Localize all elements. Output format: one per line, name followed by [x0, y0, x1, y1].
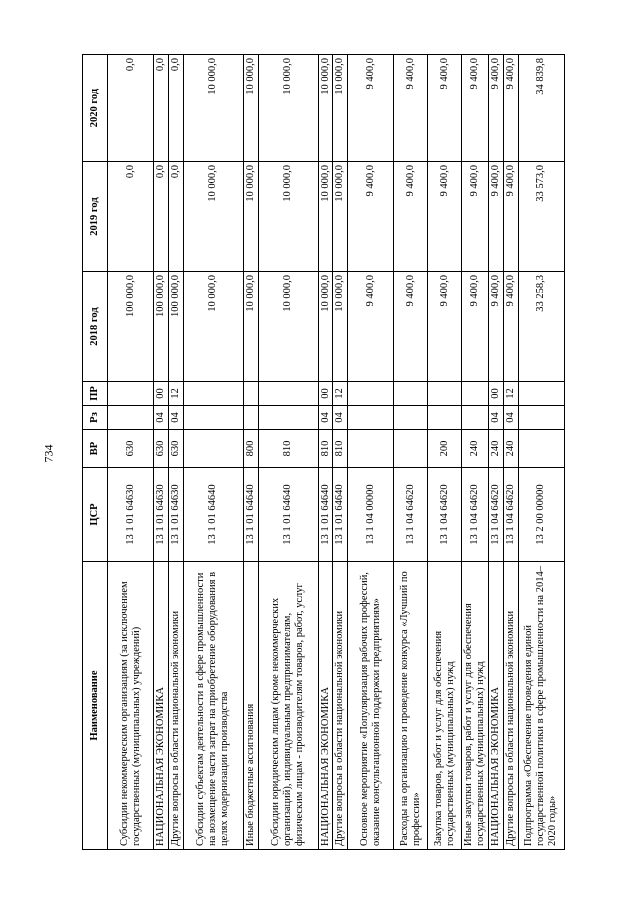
cell-csr: 13 2 00 00000	[518, 468, 564, 562]
cell-y2018: 9 400,0	[462, 272, 489, 382]
cell-y2020: 9 400,0	[428, 55, 462, 162]
cell-pr	[348, 382, 394, 406]
cell-rz: 04	[489, 406, 504, 430]
cell-rz: 04	[168, 406, 183, 430]
cell-y2019: 9 400,0	[503, 162, 518, 272]
cell-vr: 810	[333, 430, 348, 468]
rotated-table-inner	[82, 55, 589, 850]
table-row	[462, 55, 489, 850]
cell-rz	[243, 406, 258, 430]
cell-y2020: 10 000,0	[258, 55, 318, 162]
cell-y2020: 0,0	[108, 55, 154, 162]
cell-csr: 13 1 01 64640	[333, 468, 348, 562]
cell-y2018: 9 400,0	[489, 272, 504, 382]
table-row	[258, 55, 318, 850]
cell-y2020: 34 839,8	[518, 55, 564, 162]
cell-vr: 200	[428, 430, 462, 468]
cell-vr	[518, 430, 564, 468]
cell-pr	[518, 382, 564, 406]
cell-name: Другие вопросы в области национальной экономики	[333, 562, 348, 850]
cell-name: Расходы на организацию и проведение конкурса «Лучший по профессии»	[394, 562, 428, 850]
cell-rz	[258, 406, 318, 430]
cell-pr: 00	[489, 382, 504, 406]
cell-y2019: 10 000,0	[258, 162, 318, 272]
cell-vr: 630	[168, 430, 183, 468]
table-row	[108, 55, 154, 850]
cell-y2018: 10 000,0	[258, 272, 318, 382]
cell-pr	[108, 382, 154, 406]
cell-y2018: 9 400,0	[394, 272, 428, 382]
cell-vr: 800	[243, 430, 258, 468]
cell-y2019: 9 400,0	[428, 162, 462, 272]
cell-name: Субсидии субъектам деятельности в сфере промышленности на возмещение части затрат на приобретение оборудования в целях модернизации производства	[183, 562, 243, 850]
cell-y2019: 0,0	[108, 162, 154, 272]
cell-y2018: 10 000,0	[333, 272, 348, 382]
cell-y2019: 10 000,0	[318, 162, 333, 272]
cell-name: НАЦИОНАЛЬНАЯ ЭКОНОМИКА	[318, 562, 333, 850]
cell-name: НАЦИОНАЛЬНАЯ ЭКОНОМИКА	[489, 562, 504, 850]
cell-name: Иные бюджетные ассигнования	[243, 562, 258, 850]
table-row	[318, 55, 333, 850]
cell-pr	[394, 382, 428, 406]
cell-csr: 13 1 01 64640	[318, 468, 333, 562]
page-number: 734	[41, 444, 56, 462]
cell-csr: 13 1 01 64630	[168, 468, 183, 562]
cell-y2018: 100 000,0	[168, 272, 183, 382]
table-body	[108, 55, 565, 850]
cell-name: Другие вопросы в области национальной экономики	[168, 562, 183, 850]
cell-csr: 13 1 04 00000	[348, 468, 394, 562]
cell-y2018: 9 400,0	[503, 272, 518, 382]
cell-name: НАЦИОНАЛЬНАЯ ЭКОНОМИКА	[154, 562, 169, 850]
cell-y2018: 100 000,0	[154, 272, 169, 382]
cell-y2018: 9 400,0	[348, 272, 394, 382]
header-2020: 2020 год	[83, 55, 108, 162]
cell-csr: 13 1 01 64630	[108, 468, 154, 562]
cell-y2019: 10 000,0	[243, 162, 258, 272]
cell-name: Закупка товаров, работ и услуг для обеспечения государственных (муниципальных) нужд	[428, 562, 462, 850]
cell-csr: 13 1 01 64630	[154, 468, 169, 562]
cell-y2020: 9 400,0	[348, 55, 394, 162]
cell-y2020: 9 400,0	[503, 55, 518, 162]
cell-pr	[462, 382, 489, 406]
cell-rz	[348, 406, 394, 430]
header-rz: Рз	[83, 406, 108, 430]
header-csr: ЦСР	[83, 468, 108, 562]
table-row	[168, 55, 183, 850]
cell-vr: 630	[154, 430, 169, 468]
cell-y2018: 10 000,0	[183, 272, 243, 382]
cell-y2020: 0,0	[154, 55, 169, 162]
cell-csr: 13 1 04 64620	[489, 468, 504, 562]
cell-y2019: 10 000,0	[183, 162, 243, 272]
cell-name: Основное мероприятие «Популяризация рабочих профессий, оказание консультационной поддержки предприятиям»	[348, 562, 394, 850]
table-row	[333, 55, 348, 850]
cell-y2018: 10 000,0	[318, 272, 333, 382]
cell-csr: 13 1 04 64620	[394, 468, 428, 562]
cell-vr: 240	[503, 430, 518, 468]
cell-rz	[183, 406, 243, 430]
cell-pr: 12	[503, 382, 518, 406]
cell-pr	[243, 382, 258, 406]
cell-pr: 00	[318, 382, 333, 406]
cell-pr: 00	[154, 382, 169, 406]
table-row	[489, 55, 504, 850]
cell-y2020: 0,0	[168, 55, 183, 162]
cell-y2019: 9 400,0	[394, 162, 428, 272]
cell-name: Другие вопросы в области национальной экономики	[503, 562, 518, 850]
cell-pr	[428, 382, 462, 406]
cell-y2019: 0,0	[168, 162, 183, 272]
cell-name: Иные закупки товаров, работ и услуг для обеспечения государственных (муниципальных) нужд	[462, 562, 489, 850]
cell-y2019: 0,0	[154, 162, 169, 272]
cell-y2018: 100 000,0	[108, 272, 154, 382]
table-row	[183, 55, 243, 850]
cell-y2018: 33 258,3	[518, 272, 564, 382]
cell-y2020: 9 400,0	[462, 55, 489, 162]
cell-pr	[258, 382, 318, 406]
table-row	[243, 55, 258, 850]
cell-vr: 630	[108, 430, 154, 468]
cell-name: Подпрограмма «Обеспечение проведения единой государственной политики в сфере промышленности на 2014–2020 годы»	[518, 562, 564, 850]
cell-y2020: 10 000,0	[318, 55, 333, 162]
rotated-table-area	[82, 55, 589, 850]
cell-vr: 240	[489, 430, 504, 468]
header-name: Наименование	[83, 562, 108, 850]
cell-name: Субсидии юридическим лицам (кроме некоммерческих организаций), индивидуальным предпринимателям, физическим лицам - производителям товаров, работ, услуг	[258, 562, 318, 850]
cell-pr	[183, 382, 243, 406]
cell-csr: 13 1 01 64640	[183, 468, 243, 562]
cell-csr: 13 1 04 64620	[503, 468, 518, 562]
cell-y2019: 10 000,0	[333, 162, 348, 272]
table-row	[503, 55, 518, 850]
header-row	[83, 55, 108, 850]
table-row	[394, 55, 428, 850]
cell-y2018: 10 000,0	[243, 272, 258, 382]
cell-rz: 04	[333, 406, 348, 430]
cell-rz: 04	[503, 406, 518, 430]
cell-vr	[348, 430, 394, 468]
cell-y2020: 9 400,0	[489, 55, 504, 162]
cell-pr: 12	[168, 382, 183, 406]
cell-rz	[462, 406, 489, 430]
cell-y2019: 9 400,0	[348, 162, 394, 272]
cell-vr: 240	[462, 430, 489, 468]
cell-vr: 810	[258, 430, 318, 468]
cell-y2018: 9 400,0	[428, 272, 462, 382]
cell-name: Субсидии некоммерческим организациям (за исключением государственных (муниципальных) учреждений)	[108, 562, 154, 850]
cell-rz: 04	[318, 406, 333, 430]
table-row	[154, 55, 169, 850]
header-2019: 2019 год	[83, 162, 108, 272]
cell-vr: 810	[318, 430, 333, 468]
cell-y2020: 10 000,0	[183, 55, 243, 162]
cell-y2020: 9 400,0	[394, 55, 428, 162]
cell-rz	[108, 406, 154, 430]
table-row	[518, 55, 564, 850]
cell-vr	[394, 430, 428, 468]
cell-y2020: 10 000,0	[333, 55, 348, 162]
cell-csr: 13 1 01 64640	[258, 468, 318, 562]
cell-csr: 13 1 04 64620	[428, 468, 462, 562]
cell-y2019: 9 400,0	[462, 162, 489, 272]
header-2018: 2018 год	[83, 272, 108, 382]
cell-rz	[394, 406, 428, 430]
cell-pr: 12	[333, 382, 348, 406]
cell-csr: 13 1 01 64640	[243, 468, 258, 562]
cell-rz	[428, 406, 462, 430]
cell-rz	[518, 406, 564, 430]
header-pr: ПР	[83, 382, 108, 406]
cell-csr: 13 1 04 64620	[462, 468, 489, 562]
cell-y2019: 33 573,0	[518, 162, 564, 272]
cell-y2020: 10 000,0	[243, 55, 258, 162]
cell-y2019: 9 400,0	[489, 162, 504, 272]
budget-table	[82, 54, 565, 850]
cell-vr	[183, 430, 243, 468]
header-vr: ВР	[83, 430, 108, 468]
cell-rz: 04	[154, 406, 169, 430]
table-row	[348, 55, 394, 850]
table-row	[428, 55, 462, 850]
